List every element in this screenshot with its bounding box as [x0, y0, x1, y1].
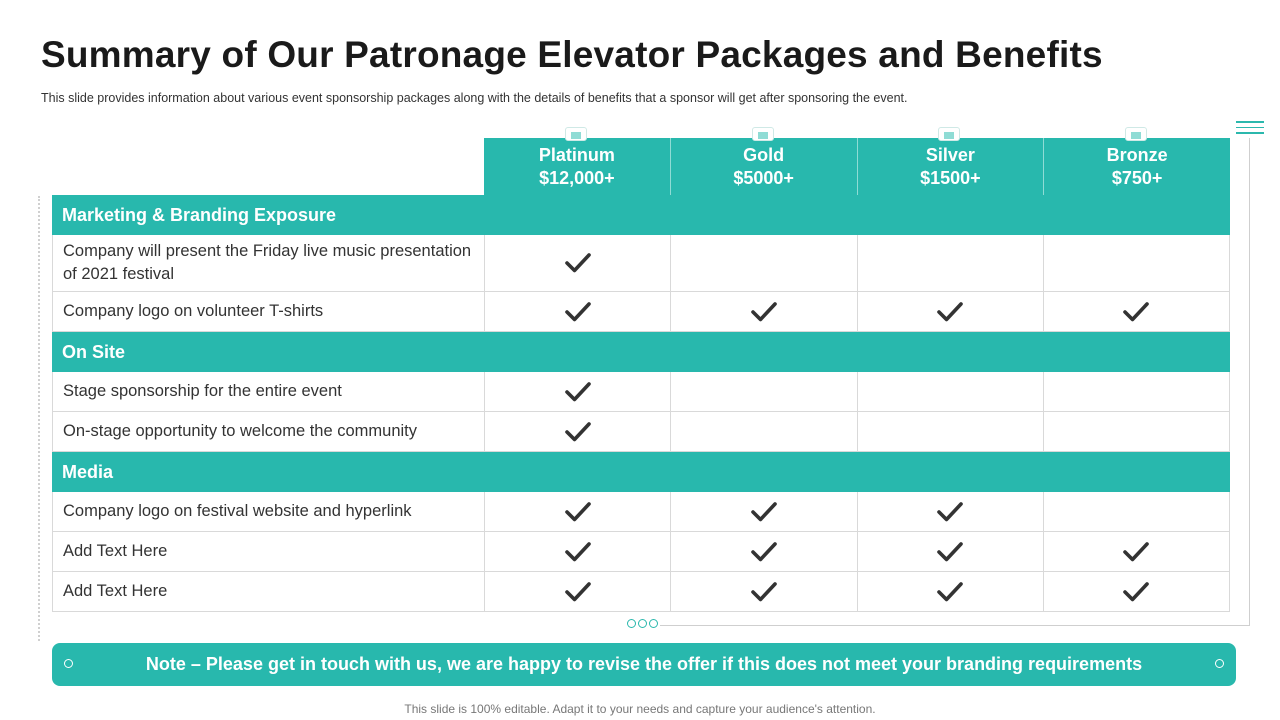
check-icon [750, 540, 778, 564]
table-row [52, 292, 1230, 332]
decorative-lines [1236, 121, 1264, 138]
check-icon [936, 540, 964, 564]
check-cell [1043, 235, 1230, 291]
package-header-row [484, 138, 1230, 195]
check-cell [670, 292, 856, 331]
check-cell [857, 292, 1043, 331]
check-icon [564, 580, 592, 604]
check-cell [484, 372, 670, 411]
check-cell [484, 492, 670, 531]
check-cell [670, 532, 856, 571]
table-row [52, 492, 1230, 532]
package-name: Platinum [538, 144, 615, 165]
check-cell [857, 532, 1043, 571]
page-title: Summary of Our Patronage Elevator Packages and Benefits [41, 34, 1103, 75]
check-icon [1122, 300, 1150, 324]
benefits-table [52, 195, 1230, 612]
check-cell [670, 235, 856, 291]
benefit-label: Add Text Here [52, 572, 484, 611]
page-subtitle: This slide provides information about various event sponsorship packages along with the details of benefits that a sponsor will get after sponsoring the event. [41, 91, 908, 105]
package-name: Bronze [1106, 144, 1168, 165]
note-text: Note – Please get in touch with us, we are happy to revise the offer if this does not meet your branding requirements [145, 654, 1143, 674]
benefit-label: On-stage opportunity to welcome the community [52, 412, 484, 451]
benefit-label: Company logo on festival website and hyperlink [52, 492, 484, 531]
check-cell [484, 235, 670, 291]
check-cell [484, 532, 670, 571]
table-row [52, 372, 1230, 412]
benefit-label: Add Text Here [52, 532, 484, 571]
decorative-outline-bottom [660, 625, 1250, 626]
section-header-media: Media [52, 452, 1230, 492]
check-icon [564, 300, 592, 324]
package-name: Gold [743, 144, 785, 165]
check-icon [564, 251, 592, 275]
check-cell [670, 412, 856, 451]
check-cell [484, 572, 670, 611]
header-tab-icon [565, 127, 587, 141]
circle-icon [64, 659, 73, 668]
benefit-label: Stage sponsorship for the entire event [52, 372, 484, 411]
package-header-gold [670, 138, 857, 195]
header-tab-icon [938, 127, 960, 141]
package-name: Silver [925, 144, 975, 165]
check-cell [484, 292, 670, 331]
decorative-dotted-line [38, 196, 40, 641]
check-icon [750, 300, 778, 324]
check-icon [1122, 580, 1150, 604]
check-cell [484, 412, 670, 451]
header-tab-icon [752, 127, 774, 141]
package-price: $1500+ [920, 167, 981, 188]
check-cell [1043, 492, 1230, 531]
check-icon [1122, 540, 1150, 564]
check-icon [936, 300, 964, 324]
table-row [52, 532, 1230, 572]
footer-text: This slide is 100% editable. Adapt it to your needs and capture your audience's attention. [404, 702, 876, 716]
check-icon [750, 500, 778, 524]
circle-icon [1215, 659, 1224, 668]
check-icon [564, 420, 592, 444]
package-header-silver [857, 138, 1044, 195]
check-icon [936, 580, 964, 604]
check-cell [857, 372, 1043, 411]
check-cell [1043, 532, 1230, 571]
check-cell [857, 492, 1043, 531]
table-row [52, 572, 1230, 612]
check-cell [670, 572, 856, 611]
section-header-marketing: Marketing & Branding Exposure [52, 195, 1230, 235]
package-price: $12,000+ [539, 167, 615, 188]
package-header-platinum [484, 138, 670, 195]
check-icon [564, 500, 592, 524]
check-icon [936, 500, 964, 524]
note-banner [52, 643, 1236, 686]
section-header-on-site: On Site [52, 332, 1230, 372]
table-row [52, 235, 1230, 292]
pagination-dots [627, 619, 658, 628]
check-icon [750, 580, 778, 604]
check-cell [857, 235, 1043, 291]
check-cell [670, 492, 856, 531]
benefit-label: Company will present the Friday live music presentation of 2021 festival [52, 235, 484, 291]
package-header-bronze [1043, 138, 1230, 195]
table-row [52, 412, 1230, 452]
check-icon [564, 380, 592, 404]
check-cell [1043, 412, 1230, 451]
check-cell [1043, 292, 1230, 331]
check-cell [857, 412, 1043, 451]
check-cell [1043, 372, 1230, 411]
decorative-outline-right [1249, 138, 1250, 626]
check-cell [1043, 572, 1230, 611]
header-tab-icon [1125, 127, 1147, 141]
check-cell [670, 372, 856, 411]
check-cell [857, 572, 1043, 611]
package-price: $750+ [1111, 167, 1163, 188]
check-icon [564, 540, 592, 564]
package-price: $5000+ [733, 167, 794, 188]
benefit-label: Company logo on volunteer T-shirts [52, 292, 484, 331]
